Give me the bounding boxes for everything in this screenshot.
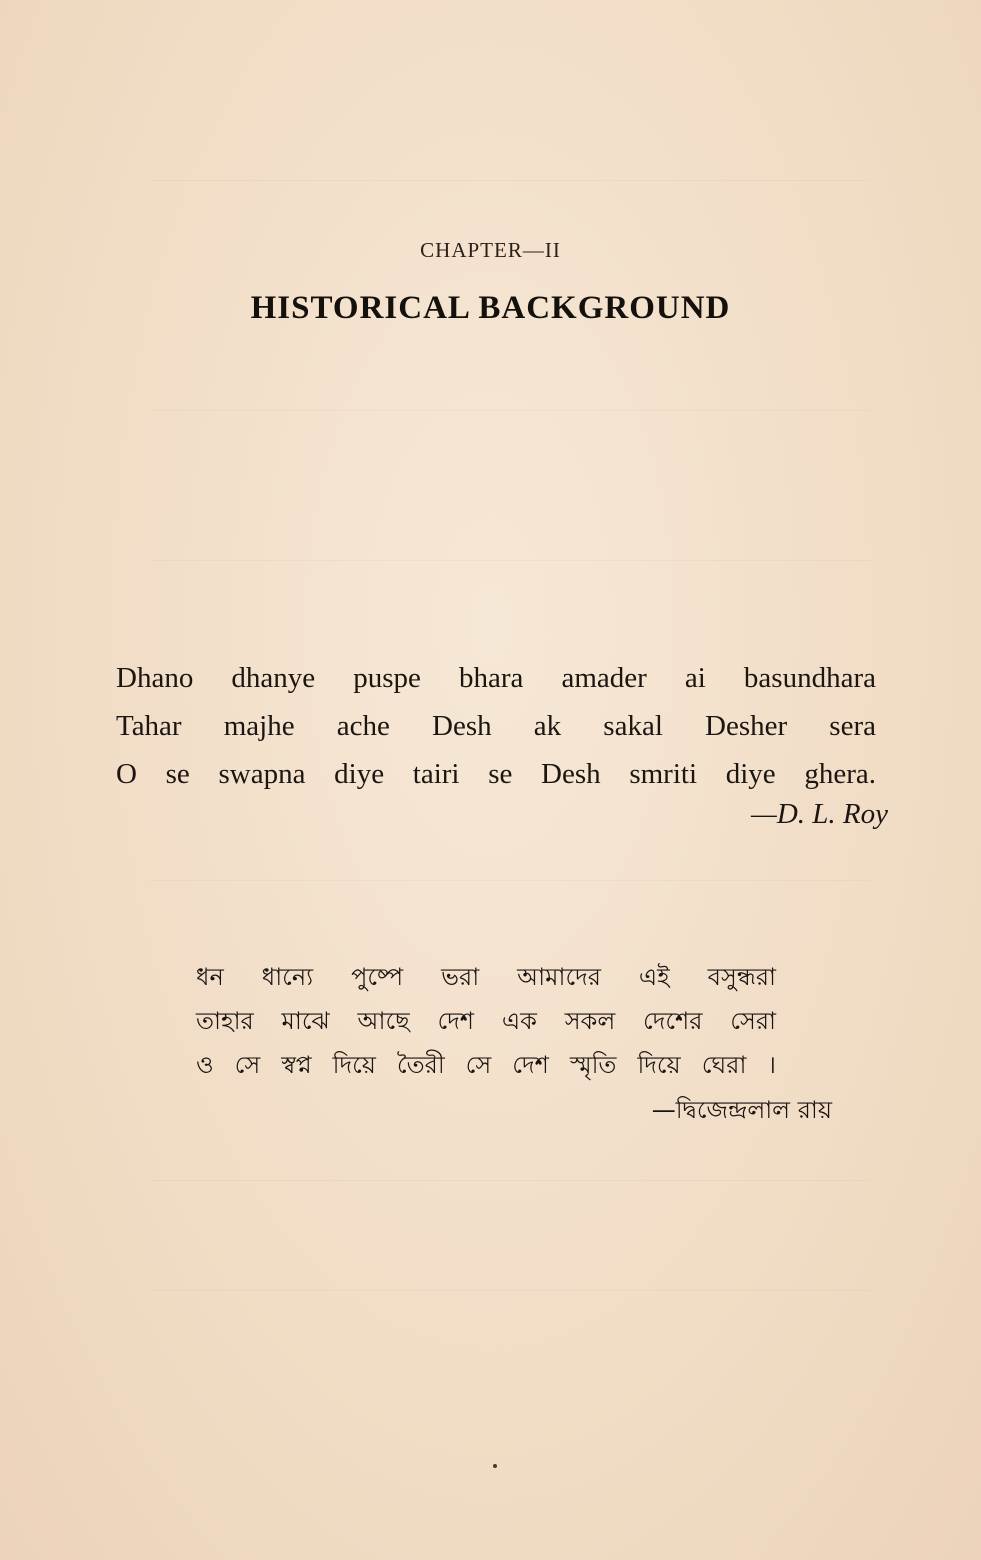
show-through-line [150, 880, 870, 881]
poem-line: O se swapna diye tairi se Desh smriti diye ghera. [116, 758, 876, 790]
poem-attribution: —D. L. Roy [751, 798, 888, 830]
poem-roman [116, 654, 876, 798]
show-through-line [150, 180, 870, 181]
chapter-title: HISTORICAL BACKGROUND [250, 290, 731, 326]
show-through-line [150, 1290, 870, 1291]
bengali-attribution: —দ্বিজেন্দ্রলাল রায় [651, 1096, 832, 1124]
show-through-line [150, 410, 870, 411]
show-through-line [150, 1180, 870, 1181]
poem-line: Dhano dhanye puspe bhara amader ai basundhara [116, 662, 876, 694]
bengali-line: ও সে স্বপ্ন দিয়ে তৈরী সে দেশ স্মৃতি দিয়ে ঘেরা । [196, 1051, 776, 1079]
bengali-line: ধন ধান্যে পুষ্পে ভরা আমাদের এই বসুন্ধরা [196, 963, 776, 991]
ink-speck [493, 1464, 497, 1468]
poem-line: Tahar majhe ache Desh ak sakal Desher sera [116, 710, 876, 742]
show-through-line [150, 560, 870, 561]
bengali-line: তাহার মাঝে আছে দেশ এক সকল দেশের সেরা [196, 1007, 776, 1035]
chapter-label: CHAPTER—II [420, 238, 561, 262]
poem-bengali [196, 955, 776, 1087]
